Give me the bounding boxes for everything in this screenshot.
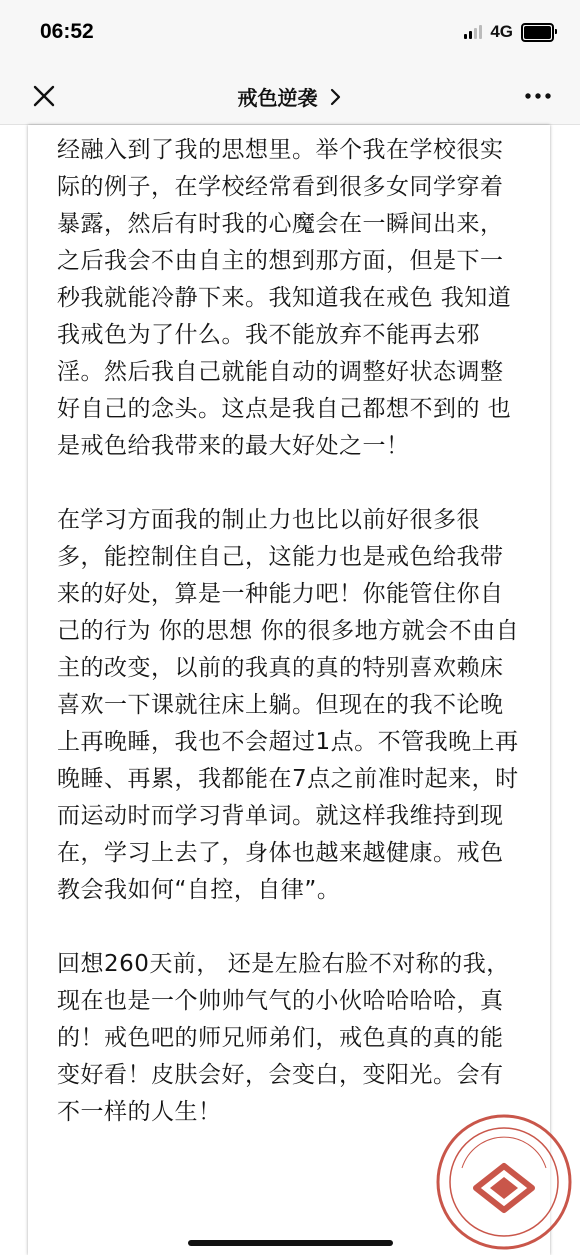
- article-paragraph: 回想260天前， 还是左脸右脸不对称的我，现在也是一个帅帅气气的小伙哈哈哈哈，真的！戒色吧的师兄师弟们，戒色真的真的能变好看！皮肤会好，会变白，变阳光。会有不一样的人生！: [57, 951, 510, 1125]
- battery-icon: [521, 23, 554, 42]
- more-icon: [520, 78, 556, 114]
- chevron-right-icon: [330, 88, 342, 106]
- home-indicator[interactable]: [188, 1240, 393, 1246]
- status-indicators: [464, 22, 554, 42]
- account-title-button[interactable]: [0, 82, 580, 111]
- nav-bar: [0, 68, 580, 125]
- network-type: 4G: [490, 22, 513, 41]
- article-body: [57, 132, 525, 1131]
- article-paragraph: 经融入到了我的思想里。举个我在学校很实际的例子，在学校经常看到很多女同学穿着暴露，然后有时我的心魔会在一瞬间出来，之后我会不由自主的想到那方面，但是下一秒我就能冷静下来。我知道我在戒色 我知道我戒色为了什么。我不能放弃不能再去邪淫。然后我自己就能自动的调整好状态调整好自己的念头。这点是我自己都想不到的 也是戒色给我带来的最大好处之一！: [57, 137, 512, 459]
- status-bar: [0, 0, 580, 68]
- watermark-seal: [432, 1110, 577, 1255]
- status-time: 06:52: [40, 20, 94, 43]
- more-button[interactable]: [520, 78, 556, 114]
- page-title: 戒色逆袭: [237, 86, 318, 110]
- signal-icon: [464, 25, 482, 39]
- article-paragraph: 在学习方面我的制止力也比以前好很多很多，能控制住自己，这能力也是戒色给我带来的好处，算是一种能力吧！你能管住你自己的行为 你的思想 你的很多地方就会不由自主的改变，以前的我真的真的特别喜欢赖床喜欢一下课就往床上躺。但现在的我不论晚上再晚睡，我也不会超过1点。不管我晚上再晚睡、再累，我都能在7点之前准时起来，时而运动时而学习背单词。就这样我维持到现在，学习上去了，身体也越来越健康。戒色教会我如何“自控，自律”。: [57, 507, 520, 903]
